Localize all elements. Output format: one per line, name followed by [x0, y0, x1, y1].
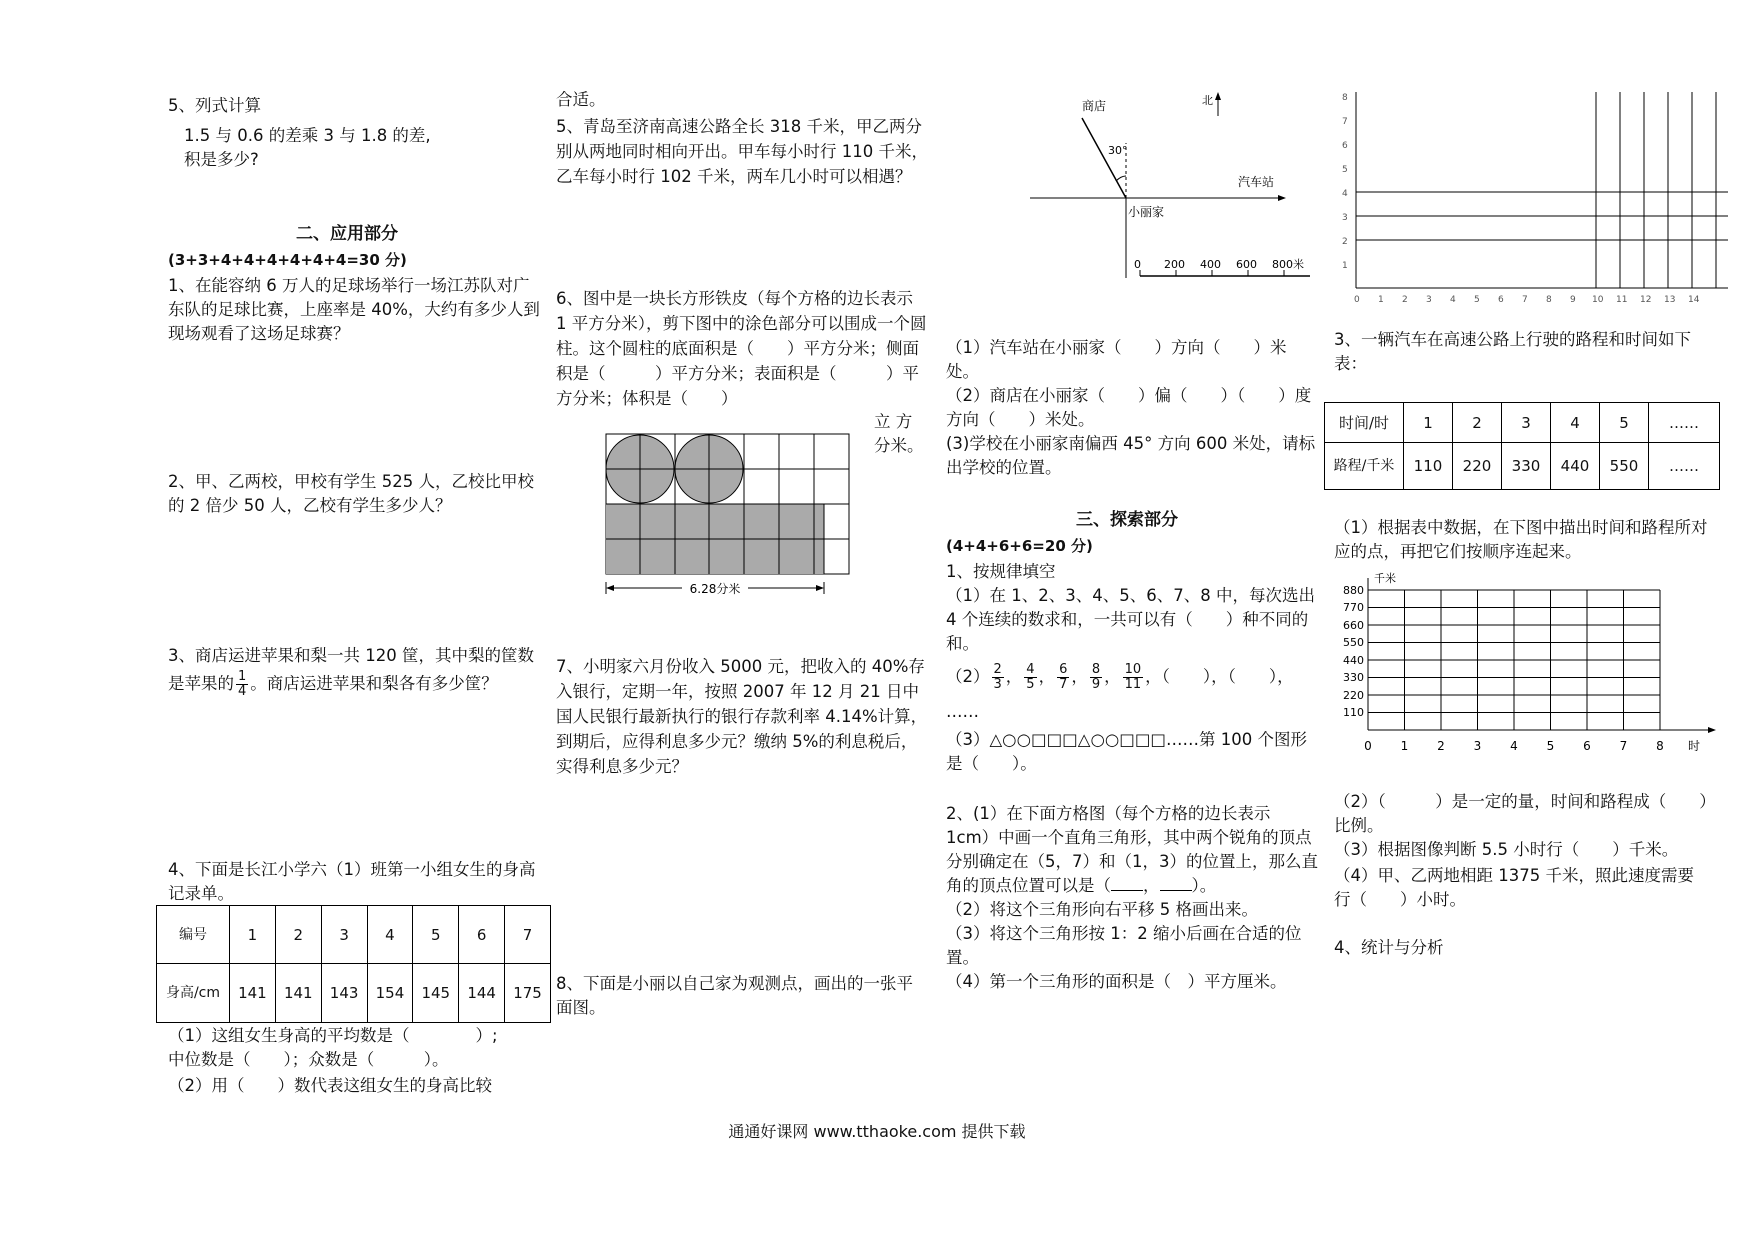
table-cell: 550 [1600, 443, 1649, 490]
explore-q1-1: （1）在 1、2、3、4、5、6、7、8 中，每次选出 4 个连续的数求和，一共可以有（ ）种不同的和。 [946, 586, 1315, 653]
angle-arc [1116, 176, 1126, 181]
frac-numerator: 8 [1091, 662, 1101, 677]
chart-y-label: 550 [1343, 636, 1364, 649]
table-cell: 5 [1600, 403, 1649, 443]
fraction [1090, 663, 1102, 692]
app-q4-sub1b: 中位数是（ ）；众数是（ ）。 [168, 1050, 449, 1069]
q3-sub2: （2）（ ）是一定的量，时间和路程成（ ）比例。 [1334, 792, 1708, 835]
app-q3-text-b: 。商店运进苹果和梨各有多少筐？ [250, 674, 498, 693]
app-q4-sub2: （2）用（ ）数代表这组女生的身高比较 [168, 1076, 492, 1095]
explore-q1-2-dots: …… [946, 702, 979, 721]
explore-q2-3: （3）将这个三角形按 1：2 缩小后画在合适的位置。 [946, 924, 1302, 967]
app-q1: 1、在能容纳 6 万人的足球场举行一场江苏队对广东队的足球比赛，上座率是 40%，大约有多少人到现场观看了这场足球赛？ [168, 276, 540, 343]
table-cell: 7 [505, 906, 551, 964]
shop-direction-line [1082, 118, 1126, 198]
chart-x-label: 0 [1364, 739, 1372, 753]
chart-x-label: 1 [1400, 739, 1409, 753]
chart-grid-lines [1368, 590, 1660, 730]
angle-label: 30° [1108, 144, 1128, 157]
grid-y-label: 2 [1342, 237, 1348, 247]
table-cell: 3 [1502, 403, 1551, 443]
table-cell: 1 [230, 906, 276, 964]
chart-y-label: 770 [1343, 601, 1364, 614]
explore-q2-1: 2、(1）在下面方格图（每个方格的边长表示 1cm）中画一个直角三角形，其中两个锐角的顶点分别确定在（5，7）和（1，3）的位置上，那么直角的顶点位置可以是（ ， ）。 [946, 804, 1318, 895]
grid-y-label: 5 [1342, 165, 1348, 175]
grid-x-label: 5 [1474, 295, 1480, 305]
map-q2: （2）商店在小丽家（ ）偏（ ）（ ）度方向（ ）米处。 [946, 386, 1312, 429]
table-cell: 154 [367, 964, 413, 1023]
table-cell: …… [1649, 443, 1720, 490]
map-q3: (3)学校在小丽家南偏西 45° 方向 600 米处，请标出学校的位置。 [946, 434, 1316, 477]
time-distance-grid [1330, 568, 1730, 758]
table-cell: 5 [413, 906, 459, 964]
table-cell: 330 [1502, 443, 1551, 490]
shop-label: 商店 [1082, 99, 1107, 113]
grid-x-label: 13 [1664, 295, 1676, 305]
table-cell: 2 [1453, 403, 1502, 443]
coordinate-grid [1330, 88, 1730, 308]
fraction [1123, 663, 1144, 692]
chart-x-label: 5 [1546, 739, 1555, 753]
frac-denominator: 9 [1091, 677, 1101, 692]
fraction [1057, 663, 1069, 692]
explore-q1-2-prefix: （2） [946, 667, 990, 686]
explore-q2-2: （2）将这个三角形向右平移 5 格画出来。 [946, 900, 1258, 919]
table-cell: 3 [321, 906, 367, 964]
frac-numerator: 10 [1124, 662, 1142, 677]
scale-label: 800米 [1272, 258, 1304, 271]
table-cell: 145 [413, 964, 459, 1023]
col2-continuation: 合适。 [556, 90, 606, 109]
app-q6: 6、图中是一块长方形铁皮（每个方格的边长表示 1 平方分米），剪下图中的涂色部分可以围成一个圆柱。这个圆柱的底面积是（ ）平方分米；侧面积是（ ）平方分米；表面积是（ ）平方分米；体积是（ ） [556, 289, 927, 408]
chart-x-label: 6 [1583, 739, 1591, 753]
table-cell: 4 [367, 906, 413, 964]
explore-q2-4: （4）第一个三角形的面积是（ ）平方厘米。 [946, 972, 1287, 991]
scale-label: 400 [1200, 258, 1221, 271]
map-q1: （1）汽车站在小丽家（ ）方向（ ）米处。 [946, 338, 1287, 381]
grid-x-label: 4 [1450, 295, 1456, 305]
table-cell: …… [1649, 403, 1720, 443]
chart-x-unit: 时 [1687, 739, 1701, 753]
app-q3 [168, 642, 540, 699]
frac-denominator: 3 [993, 677, 1002, 692]
app-q7: 7、小明家六月份收入 5000 元，把收入的 40%存入银行，定期一年，按照 2007 年 12 月 21 日中国人民银行最新执行的银行存款利率 4.14%计算，到期后，应得利息多少元？缴纳 5%的利息税后，实得利息多少元？ [556, 657, 928, 776]
grid-y-label: 3 [1342, 213, 1348, 223]
cylinder-sheet-diagram [600, 430, 860, 602]
q3-sub4: （4）甲、乙两地相距 1375 千米，照此速度需要行（ ）小时。 [1334, 866, 1694, 909]
frac-numerator: 6 [1059, 662, 1068, 677]
frac-denominator: 4 [238, 684, 247, 699]
grid-x-label: 8 [1546, 295, 1552, 305]
app-q3-fraction [236, 670, 248, 699]
q5-line1: 1.5 与 0.6 的差乘 3 与 1.8 的差, [184, 126, 431, 145]
app-q6-unit2: 分米。 [874, 436, 924, 455]
app-q3-text-a: 3、商店运进苹果和梨一共 120 筐，其中梨的筐数是苹果的 [168, 646, 534, 693]
table-cell: 110 [1404, 443, 1453, 490]
app-q2: 2、甲、乙两校，甲校有学生 525 人，乙校比甲校的 2 倍少 50 人，乙校有学生多少人？ [168, 472, 534, 515]
table-head-height: 身高/cm [157, 964, 230, 1023]
table-cell: 1 [1404, 403, 1453, 443]
table-cell: 143 [321, 964, 367, 1023]
explore-q1-2: （2） $\frac{2}{3}$ ， $\frac{4}{5}$ ， $\frac{6}{7}$ ， $\frac{8}{9}$ ， $\frac{10}{11}$ ，（ ），（ ）， [946, 662, 1294, 692]
grid-x-label: 6 [1498, 295, 1504, 305]
chart-y-label: 330 [1343, 671, 1364, 684]
grid-x-label: 7 [1522, 295, 1528, 305]
grid-y-label: 8 [1342, 93, 1348, 103]
grid-x-label: 10 [1592, 295, 1604, 305]
grid-y-label: 6 [1342, 141, 1348, 151]
grid-lines [1356, 92, 1728, 288]
chart-y-label: 220 [1343, 689, 1364, 702]
app-q6-unit1: 立 方 [874, 412, 913, 431]
chart-y-unit: 千米 [1374, 572, 1396, 585]
frac-denominator: 11 [1124, 677, 1142, 692]
table-head-time: 时间/时 [1325, 403, 1404, 443]
chart-x-label: 4 [1510, 739, 1518, 753]
table-cell: 175 [505, 964, 551, 1023]
app-q4-sub1a: （1）这组女生身高的平均数是（ ）; [168, 1026, 498, 1045]
frac-denominator: 5 [1026, 677, 1035, 692]
answer-blank [1111, 874, 1143, 891]
frac-denominator: 7 [1059, 677, 1068, 692]
q5-title: 5、列式计算 [168, 96, 261, 115]
frac-numerator: 2 [993, 662, 1002, 677]
table-cell: 144 [459, 964, 505, 1023]
bus-station-label: 汽车站 [1238, 175, 1275, 189]
frac-numerator: 4 [1026, 662, 1035, 677]
north-label: 北 [1202, 94, 1213, 107]
section2-score: (3+3+4+4+4+4+4+4=30 分) [168, 251, 407, 269]
frac-numerator: 1 [238, 669, 247, 684]
q3-sub1: （1）根据表中数据，在下图中描出时间和路程所对应的点，再把它们按顺序连起来。 [1334, 518, 1708, 561]
table-cell: 4 [1551, 403, 1600, 443]
grid-y-label: 7 [1342, 117, 1348, 127]
grid-x-label: 2 [1402, 295, 1408, 305]
section2-title: 二、应用部分 [296, 224, 398, 244]
grid-y-label: 1 [1342, 261, 1348, 271]
scale-label: 200 [1164, 258, 1185, 271]
explore-q2-1-end: ）。 [1191, 876, 1217, 895]
table-cell: 440 [1551, 443, 1600, 490]
q4-title: 4、统计与分析 [1334, 938, 1444, 957]
grid-x-label: 0 [1354, 295, 1360, 305]
fraction [992, 663, 1004, 692]
app-q4: 4、下面是长江小学六（1）班第一小组女生的身高记录单。 [168, 860, 536, 903]
chart-x-label: 3 [1473, 739, 1482, 753]
height-table [156, 905, 551, 1023]
explore-q1-2-suffix: ，（ ），（ ）， [1145, 667, 1294, 686]
q3-intro: 3、一辆汽车在高速公路上行驶的路程和时间如下表： [1334, 330, 1691, 373]
table-cell: 141 [230, 964, 276, 1023]
scale-label: 600 [1236, 258, 1257, 271]
answer-blank [1160, 874, 1192, 891]
chart-y-label: 880 [1343, 584, 1364, 597]
table-cell: 2 [275, 906, 321, 964]
grid-x-label: 11 [1616, 295, 1628, 305]
app-q5: 5、青岛至济南高速公路全长 318 千米，甲乙两分别从两地同时相向开出。甲车每小时行 110 千米，乙车每小时行 102 千米，两车几小时可以相遇？ [556, 117, 928, 186]
grid-x-label: 1 [1378, 295, 1384, 305]
explore-q2-1-text: 2、(1）在下面方格图（每个方格的边长表示 1cm）中画一个直角三角形，其中两个锐角的顶点分别确定在（5，7）和（1，3）的位置上，那么直角的顶点位置可以是（ [946, 804, 1318, 895]
page-footer: 通通好课网 www.tthaoke.com 提供下载 [728, 1122, 1026, 1141]
chart-y-label: 660 [1343, 619, 1364, 632]
map-diagram [1020, 88, 1320, 288]
table-cell: 141 [275, 964, 321, 1023]
q3-sub3: （3）根据图像判断 5.5 小时行（ ）千米。 [1334, 840, 1679, 859]
table-cell: 6 [459, 906, 505, 964]
table-head-id: 编号 [157, 906, 230, 964]
scale-label: 0 [1134, 258, 1141, 271]
section3-score: (4+4+6+6=20 分) [946, 537, 1093, 555]
section3-title: 三、探索部分 [1076, 510, 1178, 530]
fraction [1024, 663, 1036, 692]
app-q8: 8、下面是小丽以自己家为观测点，画出的一张平面图。 [556, 974, 913, 1017]
grid-y-label: 4 [1342, 189, 1348, 199]
table-head-distance: 路程/千米 [1325, 443, 1404, 490]
explore-q1-3: （3）△○○□□□△○○□□□……第 100 个图形是（ ）。 [946, 730, 1307, 773]
chart-y-label: 110 [1343, 706, 1364, 719]
chart-x-label: 7 [1619, 739, 1628, 753]
grid-x-label: 3 [1426, 295, 1432, 305]
q5-line2: 积是多少? [184, 150, 259, 169]
sheet-width-label: 6.28分米 [689, 582, 741, 596]
grid-x-label: 9 [1570, 295, 1576, 305]
chart-y-label: 440 [1343, 654, 1364, 667]
home-label: 小丽家 [1128, 205, 1165, 219]
chart-x-label: 8 [1656, 739, 1664, 753]
table-cell: 220 [1453, 443, 1502, 490]
grid-x-label: 14 [1688, 295, 1700, 305]
grid-x-label: 12 [1640, 295, 1652, 305]
distance-table [1324, 402, 1720, 490]
chart-x-label: 2 [1437, 739, 1445, 753]
explore-q1-title: 1、按规律填空 [946, 562, 1056, 581]
